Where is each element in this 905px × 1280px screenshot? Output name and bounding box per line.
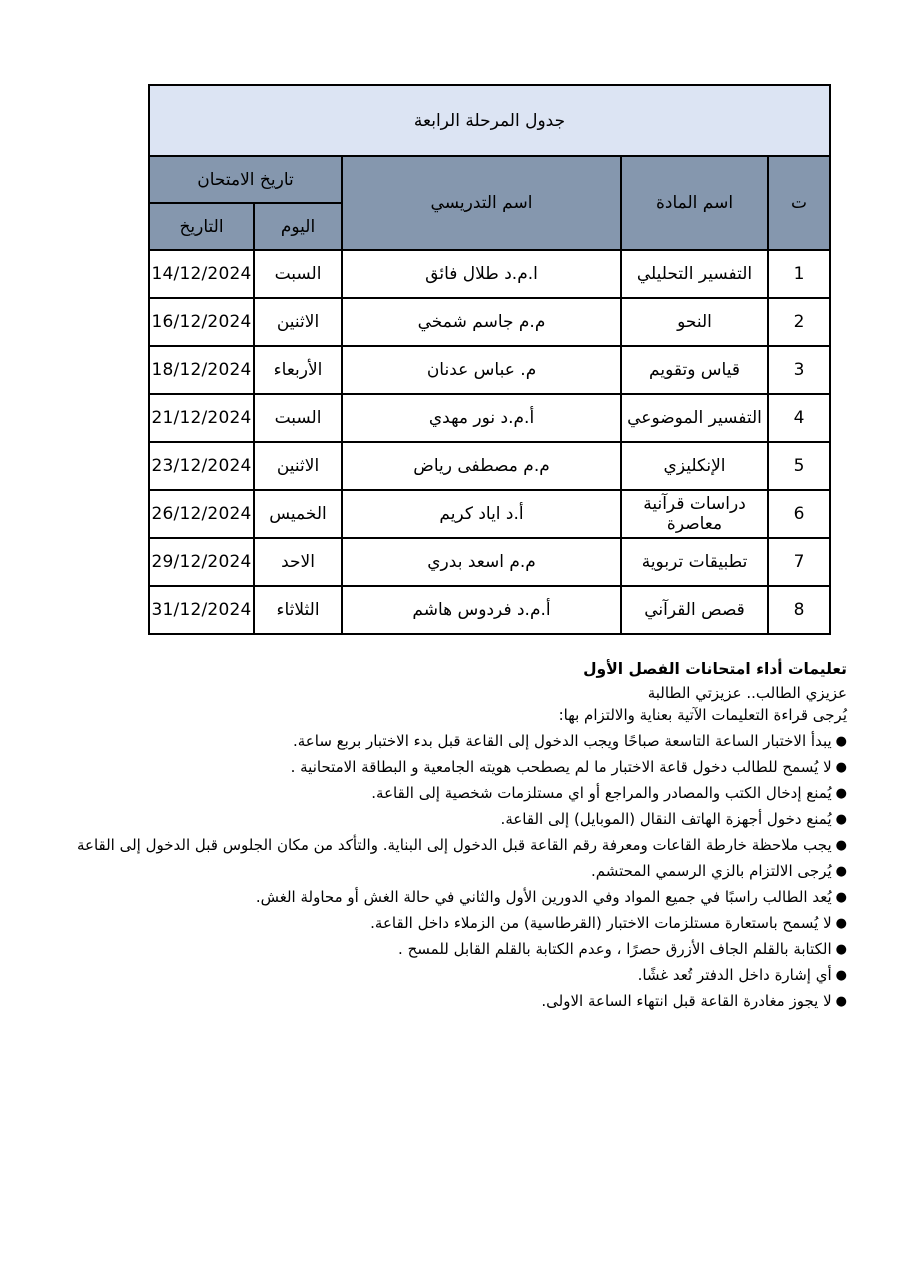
row-day: الاحد: [254, 538, 342, 586]
row-date: 23/12/2024: [149, 442, 254, 490]
row-subject: تطبيقات تربوية: [621, 538, 768, 586]
table-row: [149, 442, 830, 490]
instruction-text: يُمنع إدخال الكتب والمصادر والمراجع أو اي مستلزمات شخصية إلى القاعة.: [371, 784, 832, 802]
column-header-exam-date: تاريخ الامتحان: [149, 156, 342, 203]
row-index: 6: [768, 490, 830, 538]
row-day: الاثنين: [254, 298, 342, 346]
row-date: 29/12/2024: [149, 538, 254, 586]
instruction-text: يبدأ الاختبار الساعة التاسعة صباحًا ويجب الدخول إلى القاعة قبل بدء الاختبار بربع ساعة.: [293, 732, 832, 750]
row-instructor: م.م مصطفى رياض: [342, 442, 621, 490]
instruction-item: [55, 859, 847, 885]
row-subject: الإنكليزي: [621, 442, 768, 490]
instruction-text: أي إشارة داخل الدفتر تُعد غشًا.: [637, 966, 832, 984]
instructions-list: [55, 729, 847, 1015]
bullet-icon: ●: [835, 994, 847, 1009]
row-instructor: م.م جاسم شمخي: [342, 298, 621, 346]
instruction-text: يُمنع دخول أجهزة الهاتف النقال (الموبايل) إلى القاعة.: [500, 810, 832, 828]
exam-schedule-table: [148, 84, 831, 635]
exam-instructions-section: [55, 660, 847, 1015]
row-day: السبت: [254, 394, 342, 442]
instruction-item: [55, 833, 847, 859]
row-subject: دراسات قرآنية معاصرة: [621, 490, 768, 538]
row-index: 2: [768, 298, 830, 346]
instruction-item: [55, 807, 847, 833]
bullet-icon: ●: [835, 916, 847, 931]
table-header-row: [149, 156, 830, 203]
column-header-instructor: اسم التدريسي: [342, 156, 621, 250]
row-subject: قصص القرآني: [621, 586, 768, 634]
table-row: [149, 250, 830, 298]
row-date: 21/12/2024: [149, 394, 254, 442]
row-instructor: أ.م.د فردوس هاشم: [342, 586, 621, 634]
row-date: 14/12/2024: [149, 250, 254, 298]
instructions-title: تعليمات أداء امتحانات الفصل الأول: [583, 660, 847, 678]
row-day: الأربعاء: [254, 346, 342, 394]
instruction-item: [55, 911, 847, 937]
bullet-icon: ●: [835, 968, 847, 983]
row-index: 7: [768, 538, 830, 586]
bullet-icon: ●: [835, 890, 847, 905]
table-row: [149, 298, 830, 346]
instruction-item: [55, 989, 847, 1015]
bullet-icon: ●: [835, 760, 847, 775]
table-row: [149, 346, 830, 394]
row-day: الاثنين: [254, 442, 342, 490]
bullet-icon: ●: [835, 786, 847, 801]
exam-schedule-table-wrap: [148, 84, 829, 635]
instruction-item: [55, 781, 847, 807]
row-date: 18/12/2024: [149, 346, 254, 394]
bullet-icon: ●: [835, 942, 847, 957]
instruction-text: يُعد الطالب راسبًا في جميع المواد وفي الدورين الأول والثاني في حالة الغش أو محاولة الغش.: [255, 888, 832, 906]
instruction-text: الكتابة بالقلم الجاف الأزرق حصرًا ، وعدم الكتابة بالقلم القابل للمسح .: [398, 940, 832, 958]
bullet-icon: ●: [835, 812, 847, 827]
instruction-text: يجب ملاحظة خارطة القاعات ومعرفة رقم القاعة قبل الدخول إلى البناية. والتأكد من مكان الجلوس قبل الدخول إلى القاعة: [76, 836, 832, 854]
instruction-text: لا يُسمح باستعارة مستلزمات الاختبار (القرطاسية) من الزملاء داخل القاعة.: [370, 914, 832, 932]
table-title: جدول المرحلة الرابعة: [149, 85, 830, 156]
row-subject: قياس وتقويم: [621, 346, 768, 394]
instruction-item: [55, 885, 847, 911]
row-subject: التفسير الموضوعي: [621, 394, 768, 442]
column-header-day: اليوم: [254, 203, 342, 250]
instruction-text: يُرجى الالتزام بالزي الرسمي المحتشم.: [590, 862, 832, 880]
instruction-item: [55, 729, 847, 755]
row-date: 16/12/2024: [149, 298, 254, 346]
row-index: 5: [768, 442, 830, 490]
row-date: 31/12/2024: [149, 586, 254, 634]
instruction-item: [55, 755, 847, 781]
row-index: 3: [768, 346, 830, 394]
row-index: 4: [768, 394, 830, 442]
row-date: 26/12/2024: [149, 490, 254, 538]
row-subject: النحو: [621, 298, 768, 346]
bullet-icon: ●: [835, 734, 847, 749]
column-header-subject: اسم المادة: [621, 156, 768, 250]
column-header-index: ت: [768, 156, 830, 250]
row-day: السبت: [254, 250, 342, 298]
row-instructor: أ.د اياد كريم: [342, 490, 621, 538]
row-instructor: أ.م.د نور مهدي: [342, 394, 621, 442]
instruction-item: [55, 937, 847, 963]
row-subject: التفسير التحليلي: [621, 250, 768, 298]
row-day: الخميس: [254, 490, 342, 538]
row-instructor: ا.م.د طلال فائق: [342, 250, 621, 298]
row-index: 8: [768, 586, 830, 634]
instruction-text: لا يُسمح للطالب دخول قاعة الاختبار ما لم يصطحب هويته الجامعية و البطاقة الامتحانية .: [290, 758, 832, 776]
row-instructor: م. عباس عدنان: [342, 346, 621, 394]
row-index: 1: [768, 250, 830, 298]
instructions-intro: يُرجى قراءة التعليمات الآتية بعناية والالتزام بها:: [558, 706, 847, 724]
table-row: [149, 586, 830, 634]
bullet-icon: ●: [835, 864, 847, 879]
table-row: [149, 490, 830, 538]
table-row: [149, 394, 830, 442]
table-title-row: [149, 85, 830, 156]
row-instructor: م.م اسعد بدري: [342, 538, 621, 586]
instruction-text: لا يجوز مغادرة القاعة قبل انتهاء الساعة الاولى.: [541, 992, 832, 1010]
instruction-item: [55, 963, 847, 989]
column-header-date: التاريخ: [149, 203, 254, 250]
instructions-greeting: عزيزي الطالب.. عزيزتي الطالبة: [647, 684, 847, 702]
bullet-icon: ●: [835, 838, 847, 853]
row-day: الثلاثاء: [254, 586, 342, 634]
table-row: [149, 538, 830, 586]
